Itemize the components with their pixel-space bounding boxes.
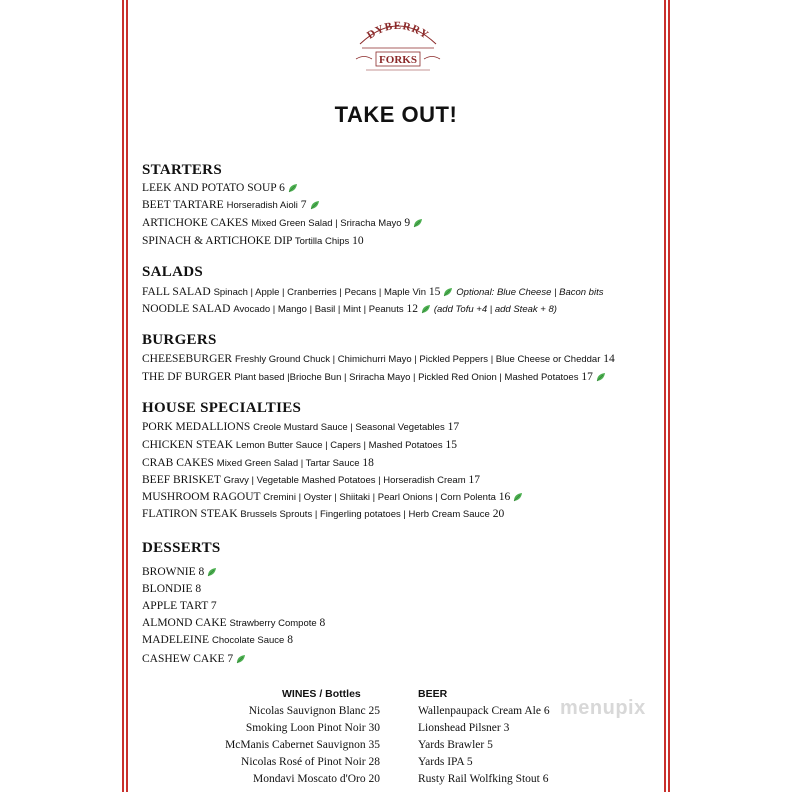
- menu-item: [142, 234, 364, 249]
- item-name: PORK MEDALLIONS: [142, 421, 251, 433]
- item-description: Avocado | Mango | Basil | Mint | Peanuts: [233, 304, 404, 315]
- menu-item: [142, 285, 603, 300]
- menu-item: [142, 181, 298, 195]
- menu-item: [142, 438, 457, 453]
- menu-item: [142, 352, 615, 367]
- item-name: BEET TARTARE: [142, 199, 224, 211]
- section-heading: HOUSE SPECIALTIES: [142, 400, 302, 416]
- item-description: Creole Mustard Sauce | Seasonal Vegetables: [253, 422, 445, 433]
- item-name: CRAB CAKES: [142, 457, 214, 469]
- item-description: Strawberry Compote: [229, 618, 317, 629]
- logo-bottom-text: FORKS: [379, 54, 417, 66]
- item-price: 17: [581, 371, 593, 383]
- leaf-icon: [307, 199, 320, 211]
- leaf-icon: [285, 182, 298, 194]
- item-name: ARTICHOKE CAKES: [142, 217, 249, 229]
- section-heading: SALADS: [142, 264, 203, 280]
- item-note: Optional: Blue Cheese | Bacon bits: [456, 287, 604, 298]
- item-name: FALL SALAD: [142, 286, 211, 298]
- item-price: 12: [406, 303, 418, 315]
- item-name: CHEESEBURGER: [142, 353, 233, 365]
- item-description: Tortilla Chips: [294, 236, 350, 247]
- menu-item: [142, 490, 523, 505]
- item-name: CASHEW CAKE: [142, 653, 225, 665]
- menu-item: [142, 198, 320, 213]
- item-price: 18: [362, 457, 374, 469]
- menu-item: [142, 599, 217, 613]
- item-price: 8: [198, 566, 205, 578]
- item-description: Gravy | Vegetable Mashed Potatoes | Horseradish Cream: [223, 475, 466, 486]
- item-description: Lemon Butter Sauce | Capers | Mashed Potatoes: [235, 440, 443, 451]
- menu-item: [142, 216, 423, 231]
- beer-item: Wallenpaupack Cream Ale 6: [418, 705, 550, 717]
- wine-item: Mondavi Moscato d'Oro 20: [253, 773, 380, 785]
- page-title: TAKE OUT!: [334, 102, 458, 127]
- item-name: ALMOND CAKE: [142, 617, 227, 629]
- item-name: MADELEINE: [142, 634, 210, 646]
- menu-item: [142, 633, 293, 648]
- menu-item: [142, 565, 217, 579]
- item-note: (add Tofu +4 | add Steak + 8): [433, 304, 557, 315]
- item-price: 20: [492, 508, 505, 520]
- item-price: 7: [210, 600, 217, 612]
- wine-item: Nicolas Rosé of Pinot Noir 28: [241, 756, 380, 768]
- item-price: 8: [319, 617, 326, 629]
- beer-item: Rusty Rail Wolfking Stout 6: [418, 773, 549, 785]
- item-name: FLATIRON STEAK: [142, 508, 238, 520]
- item-price: 10: [352, 235, 364, 247]
- menu-item: [142, 302, 557, 317]
- item-price: 17: [447, 421, 460, 433]
- leaf-icon: [418, 303, 431, 315]
- item-description: Horseradish Aioli: [226, 200, 298, 211]
- leaf-icon: [233, 653, 246, 665]
- item-description: Spinach | Apple | Cranberries | Pecans | Maple Vin: [213, 287, 427, 298]
- beer-heading: BEER: [418, 688, 448, 700]
- leaf-icon: [593, 371, 606, 383]
- item-price: 9: [404, 217, 411, 229]
- item-description: Brussels Sprouts | Fingerling potatoes | Herb Cream Sauce: [240, 509, 490, 520]
- wine-item: Nicolas Sauvignon Blanc 25: [248, 705, 380, 717]
- section-heading: BURGERS: [142, 332, 217, 348]
- menu-item: [142, 582, 201, 596]
- item-price: 16: [498, 491, 511, 503]
- item-name: THE DF BURGER: [142, 371, 232, 383]
- item-price: 8: [287, 634, 293, 646]
- section-heading: DESSERTS: [142, 540, 221, 556]
- svg-text:DYBERRY: [365, 20, 431, 42]
- item-price: 17: [468, 474, 480, 486]
- menu-item: [142, 370, 606, 385]
- watermark: menupix: [560, 697, 646, 719]
- item-name: SPINACH & ARTICHOKE DIP: [142, 235, 292, 247]
- item-name: BEEF BRISKET: [142, 474, 221, 486]
- logo-top-text: DYBERRY: [364, 19, 432, 42]
- item-price: 15: [445, 439, 457, 451]
- leaf-icon: [410, 217, 423, 229]
- dyberry-forks-logo: [352, 14, 444, 74]
- menu-item: [142, 456, 374, 471]
- beer-item: Yards IPA 5: [418, 756, 473, 768]
- item-price: 15: [428, 286, 441, 298]
- item-description: Freshly Ground Chuck | Chimichurri Mayo | Pickled Peppers | Blue Cheese or Cheddar: [234, 354, 601, 365]
- item-name: MUSHROOM RAGOUT: [142, 491, 261, 503]
- menu-item: [142, 420, 459, 435]
- item-name: APPLE TART: [142, 600, 209, 612]
- menu-item: [142, 507, 504, 522]
- beer-item: Lionshead Pilsner 3: [418, 722, 510, 734]
- item-name: CHICKEN STEAK: [142, 439, 234, 451]
- item-description: Cremini | Oyster | Shiitaki | Pearl Onions | Corn Polenta: [263, 492, 496, 503]
- wines-heading: WINES / Bottles: [282, 688, 361, 700]
- leaf-icon: [510, 491, 523, 503]
- item-price: 14: [603, 353, 615, 365]
- menu-item: [142, 616, 325, 631]
- item-name: NOODLE SALAD: [142, 303, 231, 315]
- item-description: Plant based |Brioche Bun | Sriracha Mayo | Pickled Red Onion | Mashed Potatoes: [234, 372, 579, 383]
- item-description: Mixed Green Salad | Sriracha Mayo: [251, 218, 402, 229]
- wine-item: McManis Cabernet Sauvignon 35: [225, 739, 380, 751]
- menu-item: [142, 473, 480, 488]
- item-name: BLONDIE: [142, 583, 193, 595]
- item-price: 6: [279, 182, 285, 194]
- menu-item: [142, 652, 246, 666]
- beer-item: Yards Brawler 5: [418, 739, 493, 751]
- item-description: Chocolate Sauce: [211, 635, 285, 646]
- leaf-icon: [204, 566, 217, 578]
- leaf-icon: [440, 286, 453, 298]
- item-price: 8: [195, 583, 202, 595]
- item-description: Mixed Green Salad | Tartar Sauce: [216, 458, 360, 469]
- item-price: 7: [300, 199, 307, 211]
- wine-item: Smoking Loon Pinot Noir 30: [245, 722, 380, 734]
- item-price: 7: [227, 653, 234, 665]
- section-heading: STARTERS: [142, 162, 222, 178]
- item-name: LEEK AND POTATO SOUP: [142, 182, 277, 194]
- item-name: BROWNIE: [142, 566, 196, 578]
